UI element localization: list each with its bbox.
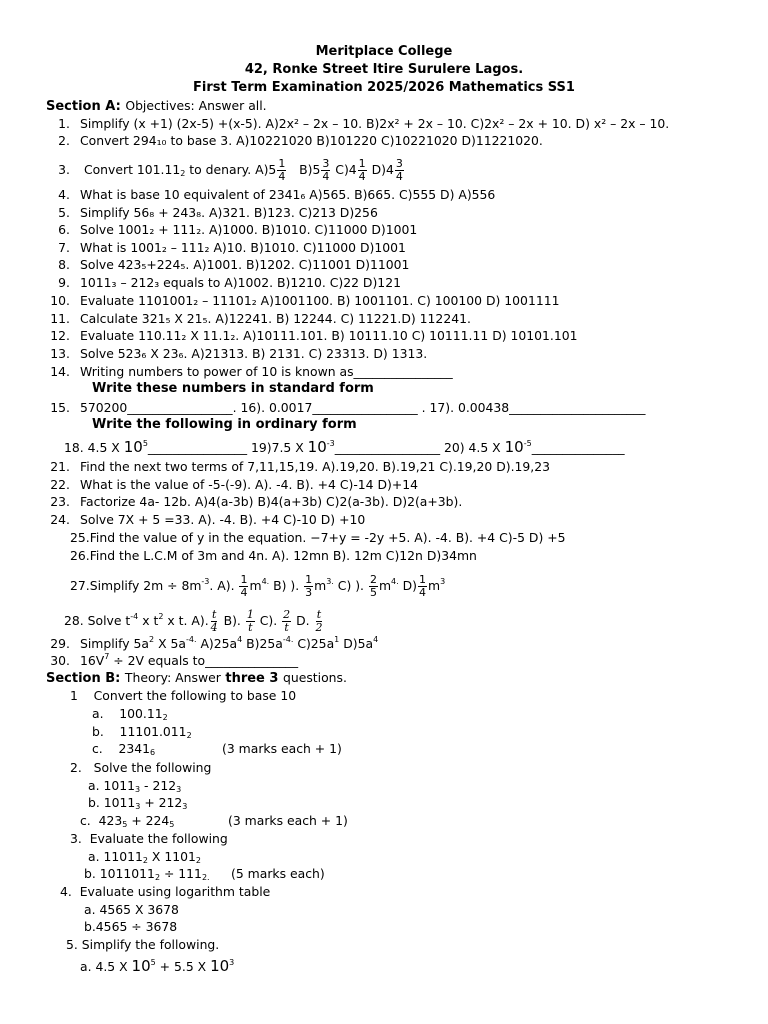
theory-1b: b. $11101.011_2$ (92, 724, 192, 740)
question-6: 6. Solve 1001₂ + 111₂. A)1000. B)1010. C)11000 D)1001 (58, 222, 418, 237)
standard-form-heading: Write these numbers in standard form (92, 381, 374, 396)
theory-3a: a. $11011_2$ X $1101_2$ (88, 849, 201, 865)
question-25: 25.Find the value of y in the equation. −7+y = -2y +5. A). -4. B). +4 C)-5 D) +5 (70, 530, 566, 545)
question-12: 12. Evaluate 110.11₂ X 11.1₂. A)10111.101. B) 10111.10 C) 10111.11 D) 10101.101 (50, 328, 578, 343)
exam-title: First Term Examination 2025/2026 Mathematics SS1 (193, 80, 575, 95)
theory-5a: a. 4.5 X $10^5 + 5.5$ X $10^3$ (80, 957, 235, 975)
theory-question-1: 1 Convert the following to base 10 (70, 688, 297, 703)
question-11: 11. Calculate 321₅ X 21₅. A)12241. B) 12244. C) 11221.D) 112241. (50, 311, 471, 326)
question-26: 26.Find the L.C.M of 3m and 4n. A). 12mn B). 12m C)12n D)34mn (70, 548, 477, 563)
school-name: Meritplace College (315, 44, 453, 59)
ordinary-form-heading: Write the following in ordinary form (92, 417, 357, 432)
theory-2-marks: (3 marks each + 1) (228, 813, 348, 828)
question-23: 23. Factorize 4a- 12b. A)4(a-3b) B)4(a+3b) C)2(a-3b). D)2(a+3b). (50, 494, 463, 509)
theory-2c: c. $423_5 + 224_5$ (80, 813, 175, 829)
question-30: 30. $16V^7 \div 2V$ equals to_______________ (50, 652, 299, 668)
theory-question-5: 5. Simplify the following. (66, 937, 220, 952)
question-7: 7. What is 1001₂ – 111₂ A)10. B)1010. C)11000 D)1001 (58, 240, 406, 255)
theory-question-3: 3. Evaluate the following (70, 831, 228, 846)
question-24: 24. Solve 7X + 5 =33. A). -4. B). +4 C)-10 D) +10 (50, 512, 366, 527)
question-2: 2. Convert 294₁₀ to base 3. A)10221020 B)101220 C)10221020 D)11221020. (58, 133, 543, 148)
question-14: 14. Writing numbers to power of 10 is known as________________ (50, 364, 453, 379)
theory-1c: c. $2341_6$ (92, 741, 156, 757)
question-29: 29. Simplify $5a^2$ X $5a^{-4.}$ $A)25a^4$ $B)25a^{-4.}$ $C)25a^1$ $D)5a^4$ (50, 635, 379, 651)
question-5: 5. Simplify 56₈ + 243₈. A)321. B)123. C)213 D)256 (58, 205, 378, 220)
school-address: 42, Ronke Street Itire Surulere Lagos. (244, 62, 524, 77)
theory-1-marks: (3 marks each + 1) (222, 741, 342, 756)
theory-question-4: 4. Evaluate using logarithm table (60, 884, 271, 899)
question-21: 21. Find the next two terms of 7,11,15,19. A).19,20. B).19,21 C).19,20 D).19,23 (50, 459, 550, 474)
question-1: 1. Simplify (x +1) (2x-5) +(x-5). A)2x² – 2x – 10. B)2x² + 2x – 10. C)2x² – 2x + 10. D) x² – 2x – 10. (58, 116, 670, 131)
question-28: 28. Solve $t^{-4}$ x $t^2$ x t. A). $\frac{t}{4}$ B). $\frac{1}{t}$ C). $\frac{2}{t}$ D. $\frac{t}{2}$ (64, 608, 323, 634)
question-13: 13. Solve 523₆ X 23₆. A)21313. B) 2131. C) 23313. D) 1313. (50, 346, 428, 361)
question-15-17: 15. 570200_________________. 16). 0.0017_________________ . 17). 0.00438______________________ (50, 400, 646, 415)
theory-2b: b. $1011_3 + 212_3$ (88, 795, 188, 811)
section-b-heading: Section B: Theory: Answer three 3 questions. (46, 670, 347, 686)
theory-3b: b. $1011011_2 \div 111_{2.}$ (84, 866, 210, 882)
question-18-20: 18. 4.5 X $10^5\_\_\_\_\_\_\_\_\_\_\_\_\_\_\_\_$ 19)7.5 X $10^{-3}\_\_\_\_\_\_\_\_\_\_\_\_\_\_\_\_\_$ 20) 4.5 X $10^{-5}\_\_\_\_\_\_\_\_\_\_\_\_\_\_\_$ (64, 438, 625, 456)
theory-4b: b.4565 ÷ 3678 (84, 919, 178, 934)
theory-4a: a. 4565 X 3678 (84, 902, 179, 917)
theory-2a: a. $1011_3 - 212_3$ (88, 778, 182, 794)
theory-question-2: 2. Solve the following (70, 760, 212, 775)
theory-3-marks: (5 marks each) (231, 866, 325, 881)
question-3: 3. Convert $101.11_2$ to denary. A)5 $\frac{1}{4}$ B)5 $\frac{3}{4}$ C)4 $\frac{1}{4}$ D)4 $\frac{3}{4}$ (58, 157, 403, 183)
question-10: 10. Evaluate 1101001₂ – 11101₂ A)1001100. B) 1001101. C) 100100 D) 1001111 (50, 293, 560, 308)
section-a-heading: Section A: Objectives: Answer all. (46, 98, 267, 114)
question-4: 4. What is base 10 equivalent of 2341₆ A)565. B)665. C)555 D) A)556 (58, 187, 496, 202)
question-8: 8. Solve 423₅+224₅. A)1001. B)1202. C)11001 D)11001 (58, 257, 410, 272)
theory-1a: a. $100.11_2$ (92, 706, 168, 722)
question-9: 9. 1011₃ – 212₃ equals to A)1002. B)1210. C)22 D)121 (58, 275, 401, 290)
question-22: 22. What is the value of -5-(-9). A). -4. B). +4 C)-14 D)+14 (50, 477, 419, 492)
question-27: 27.Simplify $2m \div 8m^{-3}$. A). $\frac{1}{4}$ $m^{4.}$ B) ). $\frac{1}{3}$ $m^{3.}$ C) ). $\frac{2}{5}$ $m^{4.}$ D) $\frac{1}{4}$ $m^3$ (70, 573, 446, 599)
